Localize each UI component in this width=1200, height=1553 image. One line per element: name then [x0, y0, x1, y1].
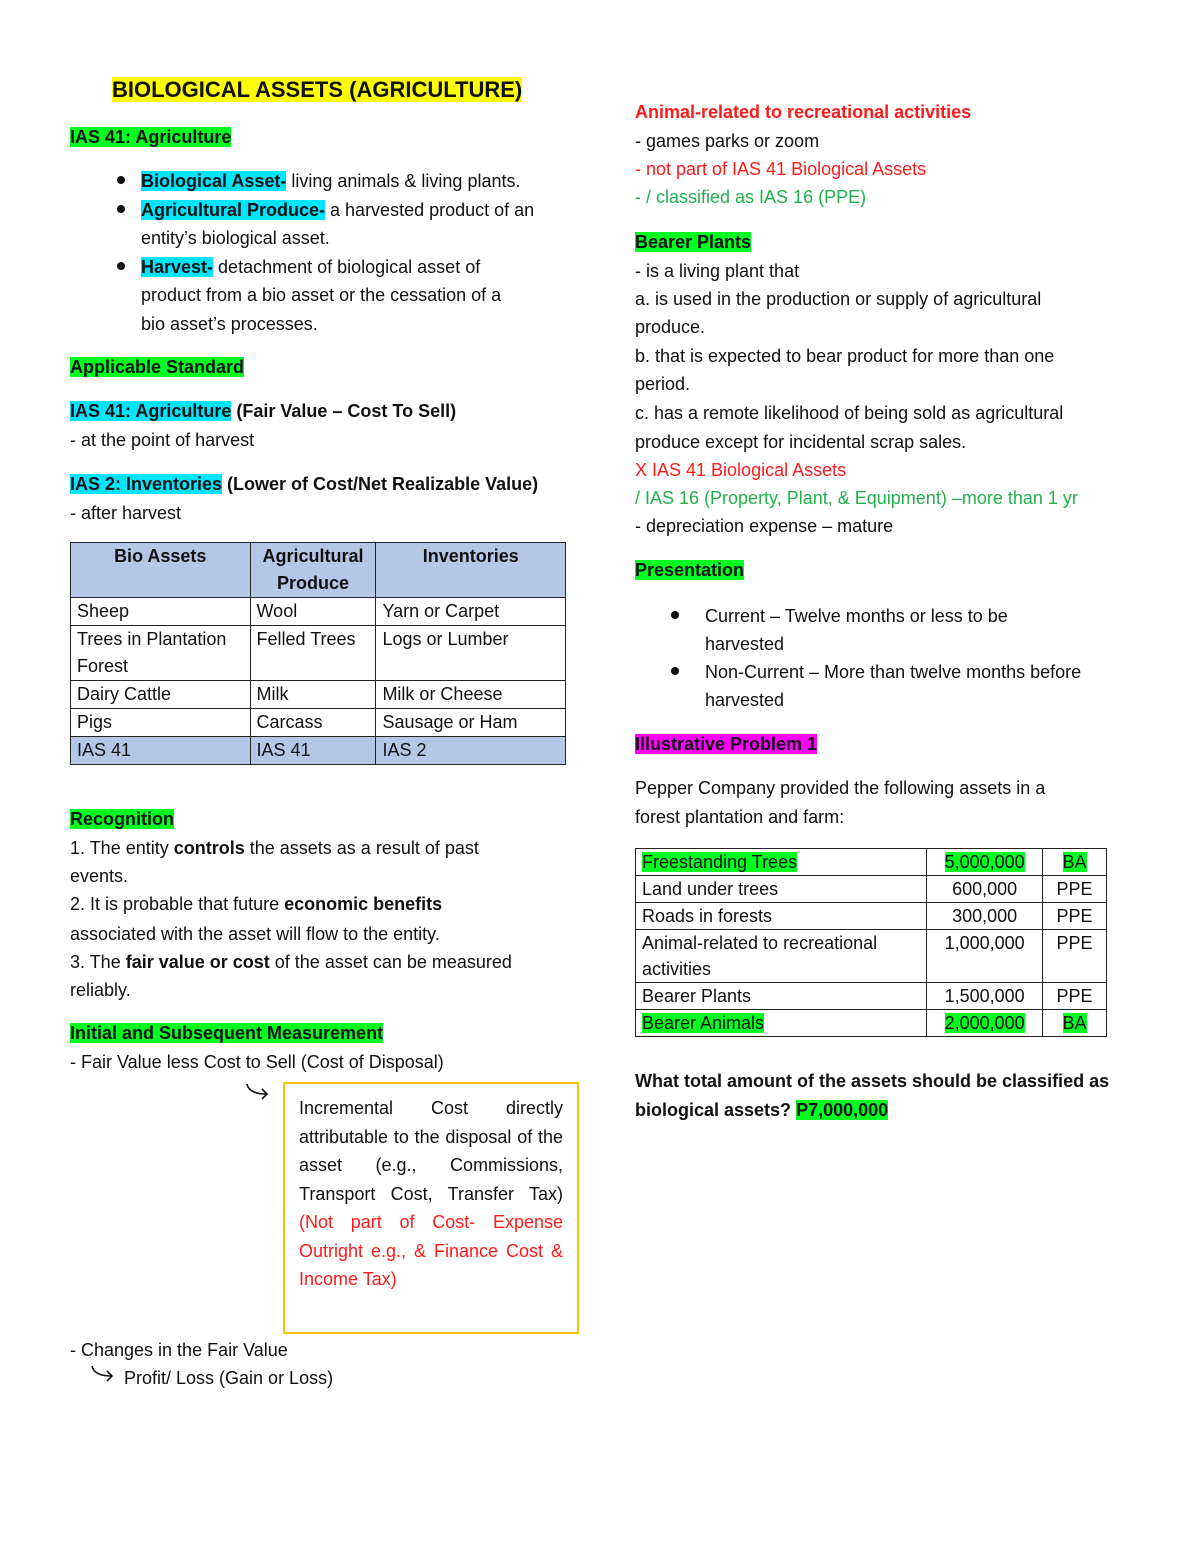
recognition-heading: Recognition	[70, 809, 174, 829]
table-row	[71, 598, 566, 626]
table-header: Inventories	[376, 543, 566, 598]
bearer-text: produce except for incidental scrap sales.	[635, 432, 967, 452]
table-cell: Yarn or Carpet	[376, 598, 566, 626]
table-row	[636, 983, 1107, 1010]
table-row-standards	[71, 737, 566, 765]
bearer-plants-heading: Bearer Plants	[635, 232, 752, 252]
ias41-heading: IAS 41: Agriculture	[70, 127, 232, 147]
table-cell: Sheep	[71, 598, 251, 626]
presentation-text: Current – Twelve months or less to be	[705, 606, 1008, 626]
table-cell: 600,000	[927, 876, 1043, 903]
bullet-icon	[117, 205, 125, 213]
bullet-icon	[117, 262, 125, 270]
table-cell: PPE	[1043, 930, 1107, 983]
table-header: Bio Assets	[71, 543, 251, 598]
table-cell: BA	[1043, 1010, 1107, 1037]
table-cell: 1,000,000	[927, 930, 1043, 983]
table-row	[636, 930, 1107, 983]
bullet-icon	[671, 667, 679, 675]
table-cell: Bearer Plants	[636, 983, 927, 1010]
ias2-note: - after harvest	[70, 503, 182, 523]
table-cell: Trees in Plantation Forest	[71, 626, 251, 681]
question-text: What total amount of the assets should be classified as	[635, 1071, 1110, 1091]
definition-agricultural-produce: Agricultural Produce- a harvested product of an	[141, 200, 535, 220]
bearer-text: period.	[635, 374, 691, 394]
table-cell: Dairy Cattle	[71, 681, 251, 709]
table-cell: Sausage or Ham	[376, 709, 566, 737]
table-row	[71, 681, 566, 709]
animal-text: - / classified as IAS 16 (PPE)	[635, 187, 867, 207]
table-cell: Logs or Lumber	[376, 626, 566, 681]
classification-table	[70, 542, 566, 765]
problem-text: Pepper Company provided the following assets in a	[635, 778, 1046, 798]
table-cell: BA	[1043, 849, 1107, 876]
ias2-inventories: IAS 2: Inventories (Lower of Cost/Net Realizable Value)	[70, 474, 539, 494]
table-row	[636, 1010, 1107, 1037]
table-cell: Land under trees	[636, 876, 927, 903]
recognition-text: reliably.	[70, 980, 131, 1000]
definition-text: product from a bio asset or the cessation of a	[141, 285, 502, 305]
bullet-icon	[671, 611, 679, 619]
changes-text: - Changes in the Fair Value	[70, 1340, 288, 1360]
bearer-text: produce.	[635, 317, 706, 337]
definition-text: bio asset’s processes.	[141, 314, 318, 334]
bearer-text: / IAS 16 (Property, Plant, & Equipment) –more than 1 yr	[635, 488, 1078, 508]
table-cell: Animal-related to recreational activities	[636, 930, 927, 983]
problem-text: forest plantation and farm:	[635, 807, 845, 827]
table-cell: Milk	[250, 681, 376, 709]
table-cell: PPE	[1043, 876, 1107, 903]
table-cell: Wool	[250, 598, 376, 626]
disposal-cost-callout: Incremental Cost directly attributable to the disposal of the asset (e.g., Commissions, Transport Cost, Transfer Tax) (Not part of Cost- Expense Outright e.g., & Finance Cost & Income Tax)	[283, 1082, 579, 1334]
definition-harvest: Harvest- detachment of biological asset of	[141, 257, 481, 277]
curved-arrow-icon	[90, 1364, 116, 1384]
curved-arrow-icon	[245, 1082, 271, 1102]
presentation-text: Non-Current – More than twelve months before	[705, 662, 1082, 682]
question-answer: biological assets? P7,000,000	[635, 1100, 889, 1120]
answer-value: P7,000,000	[796, 1100, 889, 1120]
table-cell: IAS 41	[71, 737, 251, 765]
table-cell: 5,000,000	[927, 849, 1043, 876]
table-cell: Freestanding Trees	[636, 849, 927, 876]
applicable-standard-heading: Applicable Standard	[70, 357, 245, 377]
bearer-text: X IAS 41 Biological Assets	[635, 460, 847, 480]
definition-biological-asset: Biological Asset- living animals & living plants.	[141, 171, 521, 191]
table-row	[636, 849, 1107, 876]
problem-heading: Illustrative Problem 1	[635, 734, 818, 754]
ias41-fair-value: IAS 41: Agriculture (Fair Value – Cost To Sell)	[70, 401, 457, 421]
bearer-text: b. that is expected to bear product for more than one	[635, 346, 1055, 366]
table-row	[636, 876, 1107, 903]
table-cell: Felled Trees	[250, 626, 376, 681]
table-header: Agricultural Produce	[250, 543, 376, 598]
page-title: BIOLOGICAL ASSETS (AGRICULTURE)	[112, 77, 523, 102]
bullet-icon	[117, 176, 125, 184]
assets-table	[635, 848, 1107, 1037]
bearer-text: - depreciation expense – mature	[635, 516, 894, 536]
presentation-heading: Presentation	[635, 560, 745, 580]
profit-loss-text: Profit/ Loss (Gain or Loss)	[124, 1368, 334, 1388]
table-cell: Pigs	[71, 709, 251, 737]
table-header-row	[71, 543, 566, 598]
table-cell: IAS 41	[250, 737, 376, 765]
bearer-text: c. has a remote likelihood of being sold as agricultural	[635, 403, 1064, 423]
table-cell: 1,500,000	[927, 983, 1043, 1010]
animal-heading: Animal-related to recreational activities	[635, 102, 972, 122]
presentation-text: harvested	[705, 690, 785, 710]
recognition-2: 2. It is probable that future economic benefits	[70, 894, 443, 914]
measurement-text: - Fair Value less Cost to Sell (Cost of Disposal)	[70, 1052, 444, 1072]
bearer-text: - is a living plant that	[635, 261, 800, 281]
table-cell: PPE	[1043, 903, 1107, 930]
table-row	[71, 709, 566, 737]
table-cell: IAS 2	[376, 737, 566, 765]
recognition-1: 1. The entity controls the assets as a result of past	[70, 838, 479, 858]
table-cell: PPE	[1043, 983, 1107, 1010]
table-cell: Roads in forests	[636, 903, 927, 930]
animal-text: - not part of IAS 41 Biological Assets	[635, 159, 927, 179]
recognition-text: events.	[70, 866, 129, 886]
bearer-text: a. is used in the production or supply of agricultural	[635, 289, 1042, 309]
table-cell: 2,000,000	[927, 1010, 1043, 1037]
ias41-note: - at the point of harvest	[70, 430, 255, 450]
recognition-text: associated with the asset will flow to the entity.	[70, 924, 440, 944]
table-row	[636, 903, 1107, 930]
animal-text: - games parks or zoom	[635, 131, 820, 151]
recognition-3: 3. The fair value or cost of the asset can be measured	[70, 952, 512, 972]
table-row	[71, 626, 566, 681]
table-cell: Milk or Cheese	[376, 681, 566, 709]
table-cell: Carcass	[250, 709, 376, 737]
definition-text: entity’s biological asset.	[141, 228, 330, 248]
measurement-heading: Initial and Subsequent Measurement	[70, 1023, 384, 1043]
presentation-text: harvested	[705, 634, 785, 654]
table-cell: 300,000	[927, 903, 1043, 930]
table-cell: Bearer Animals	[636, 1010, 927, 1037]
